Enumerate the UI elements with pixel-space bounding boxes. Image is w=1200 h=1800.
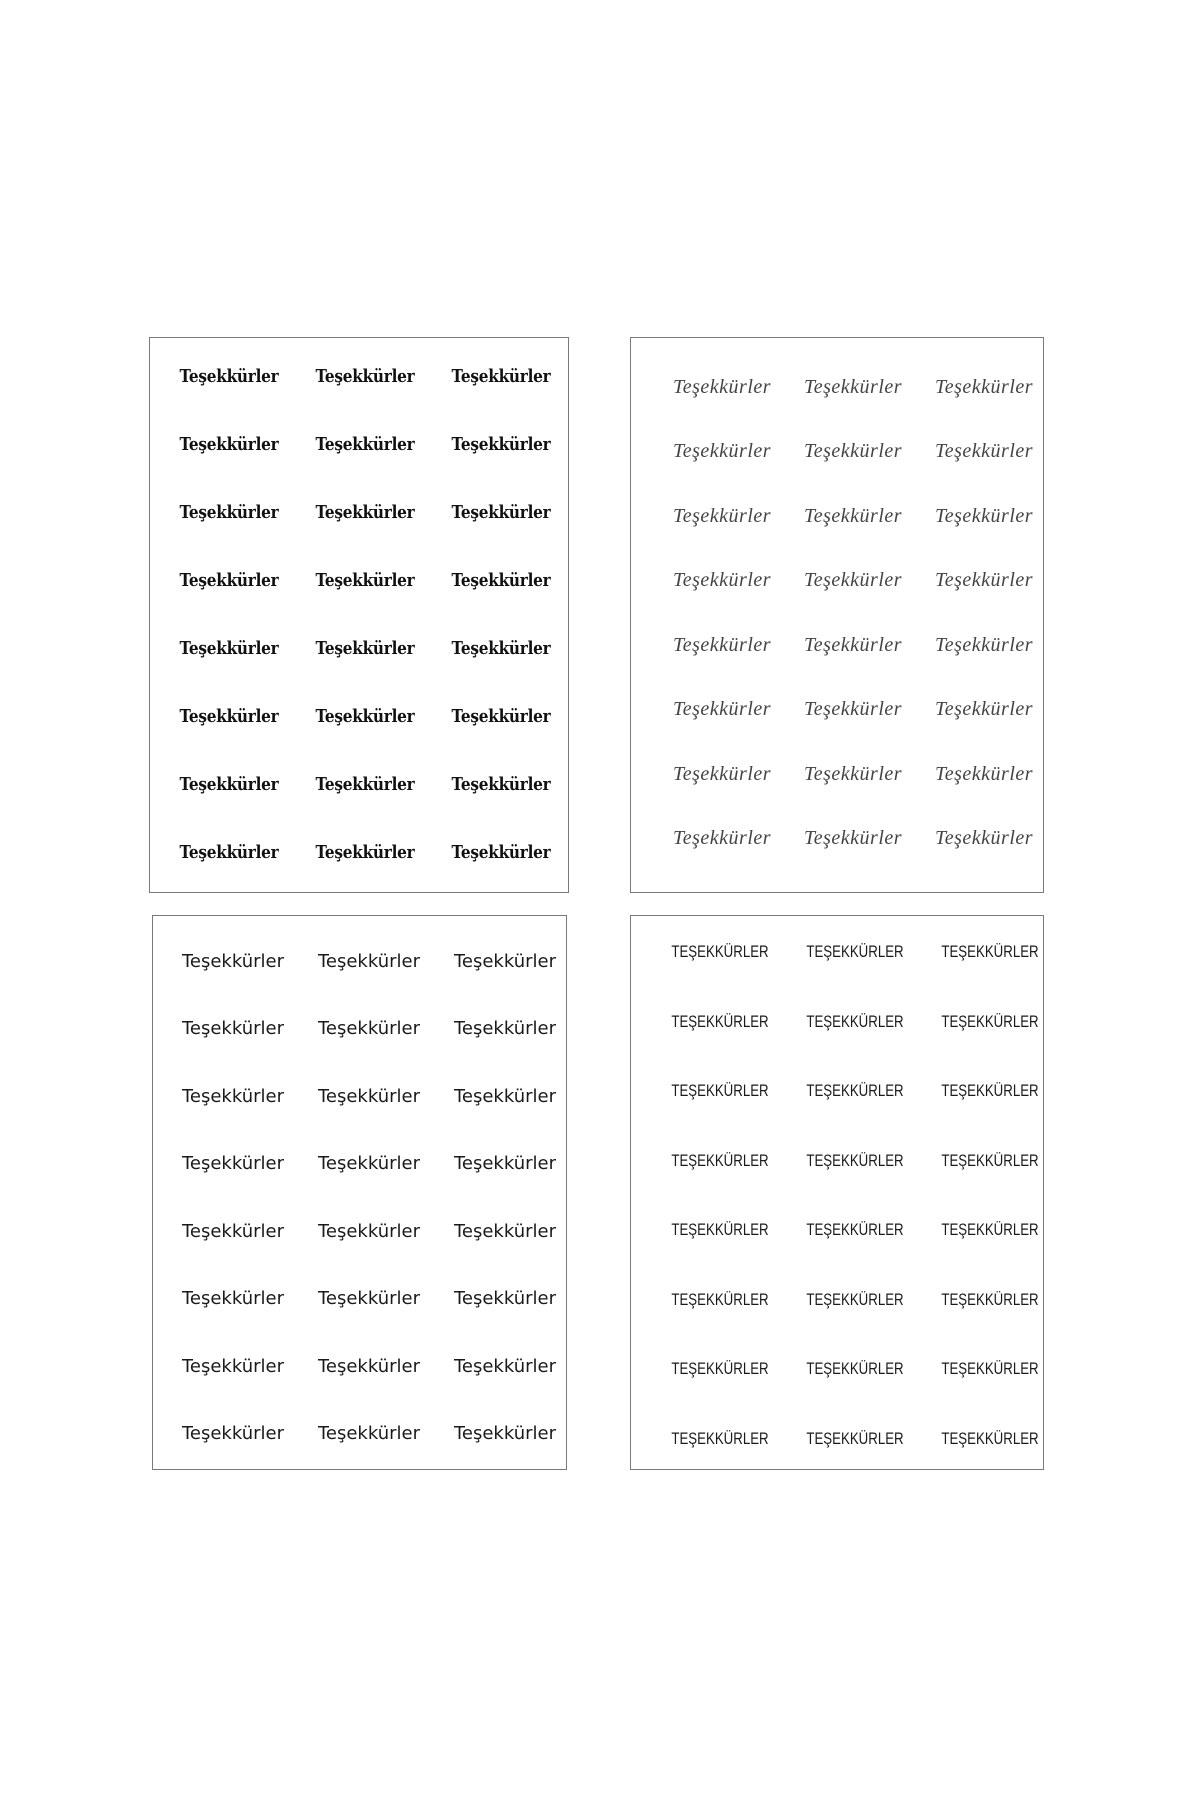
sticker-row [150, 356, 568, 396]
sticker-label: Teşekkürler [803, 569, 903, 591]
sticker-row [631, 1002, 1043, 1042]
sticker-label: Teşekkürler [179, 365, 279, 387]
sticker-label: Teşekkürler [451, 501, 551, 523]
sticker-sheet-script [630, 337, 1044, 893]
sticker-row [153, 1279, 566, 1319]
sticker-row [631, 625, 1043, 665]
sticker-label: TEŞEKKÜRLER [941, 1289, 1039, 1309]
sticker-label: TEŞEKKÜRLER [941, 942, 1039, 961]
sticker-row [631, 1071, 1043, 1111]
sticker-label: TEŞEKKÜRLER [806, 1289, 904, 1309]
sticker-label: Teşekkürler [451, 569, 551, 591]
sticker-row [631, 1349, 1043, 1389]
sticker-label: Teşekkürler [315, 705, 415, 727]
sticker-label: Teşekkürler [803, 504, 903, 527]
sticker-row [631, 1419, 1043, 1459]
sticker-label: Teşekkürler [315, 773, 415, 795]
sticker-label: TEŞEKKÜRLER [671, 1289, 769, 1309]
sticker-row [631, 1210, 1043, 1250]
sticker-label: Teşekkürler [672, 569, 772, 591]
sticker-row [153, 1076, 566, 1116]
sticker-row [150, 560, 568, 600]
sticker-label: Teşekkürler [315, 365, 415, 387]
sticker-label: Teşekkürler [453, 1220, 557, 1242]
sticker-label: Teşekkürler [181, 1018, 285, 1039]
sticker-row [631, 819, 1043, 859]
sticker-row [150, 492, 568, 532]
sticker-label: Teşekkürler [179, 433, 279, 455]
sticker-label: Teşekkürler [315, 501, 415, 523]
sticker-label: Teşekkürler [451, 773, 551, 795]
sticker-row [153, 941, 566, 981]
sticker-row [631, 932, 1043, 972]
sticker-label: TEŞEKKÜRLER [671, 1220, 769, 1239]
sticker-row [153, 1346, 566, 1386]
sticker-label: Teşekkürler [803, 827, 903, 849]
sticker-row [631, 367, 1043, 407]
sticker-label: Teşekkürler [453, 950, 557, 972]
sticker-row [153, 1211, 566, 1251]
sticker-label: TEŞEKKÜRLER [806, 1081, 904, 1100]
sticker-label: Teşekkürler [317, 1355, 421, 1377]
sticker-row [153, 1009, 566, 1049]
sticker-label: Teşekkürler [451, 637, 551, 659]
sticker-label: Teşekkürler [672, 698, 772, 720]
sticker-label: Teşekkürler [934, 504, 1034, 527]
sticker-label: TEŞEKKÜRLER [671, 942, 769, 961]
sticker-label: Teşekkürler [179, 841, 279, 863]
sticker-label: Teşekkürler [315, 841, 415, 863]
sticker-label: Teşekkürler [803, 440, 903, 462]
sticker-label: Teşekkürler [453, 1423, 557, 1444]
sticker-label: Teşekkürler [181, 1355, 285, 1377]
sticker-label: TEŞEKKÜRLER [671, 1428, 769, 1448]
sticker-row [631, 754, 1043, 794]
sticker-label: Teşekkürler [672, 762, 772, 785]
sticker-label: Teşekkürler [453, 1355, 557, 1377]
sticker-label: Teşekkürler [451, 433, 551, 455]
sticker-label: Teşekkürler [934, 762, 1034, 785]
sticker-label: Teşekkürler [317, 1423, 421, 1444]
sticker-row [631, 1141, 1043, 1181]
sticker-label: TEŞEKKÜRLER [671, 1081, 769, 1100]
sticker-row [150, 832, 568, 872]
sticker-label: Teşekkürler [181, 1085, 285, 1107]
sticker-label: TEŞEKKÜRLER [941, 1081, 1039, 1100]
sticker-label: Teşekkürler [181, 1288, 285, 1309]
sticker-row [631, 432, 1043, 472]
sticker-label: Teşekkürler [803, 375, 903, 398]
sticker-label: Teşekkürler [181, 950, 285, 972]
sticker-label: TEŞEKKÜRLER [671, 1011, 769, 1031]
sticker-label: TEŞEKKÜRLER [806, 1428, 904, 1448]
sticker-label: Teşekkürler [179, 773, 279, 795]
sticker-label: Teşekkürler [181, 1423, 285, 1444]
sticker-label: TEŞEKKÜRLER [671, 1150, 769, 1170]
sticker-label: Teşekkürler [934, 698, 1034, 720]
sticker-label: Teşekkürler [451, 365, 551, 387]
sticker-row [150, 696, 568, 736]
sticker-label: Teşekkürler [451, 841, 551, 863]
sticker-label: Teşekkürler [672, 827, 772, 849]
sticker-label: Teşekkürler [453, 1288, 557, 1309]
sticker-label: Teşekkürler [451, 705, 551, 727]
sticker-label: Teşekkürler [803, 633, 903, 656]
sticker-label: Teşekkürler [453, 1153, 557, 1174]
sticker-row [153, 1144, 566, 1184]
sticker-label: Teşekkürler [934, 440, 1034, 462]
sticker-row [150, 628, 568, 668]
sticker-label: Teşekkürler [317, 1288, 421, 1309]
sticker-sheet-bold-serif [149, 337, 569, 893]
sticker-label: Teşekkürler [315, 569, 415, 591]
sticker-label: Teşekkürler [934, 633, 1034, 656]
sticker-row [631, 690, 1043, 730]
sticker-label: Teşekkürler [672, 440, 772, 462]
sticker-label: Teşekkürler [317, 1018, 421, 1039]
sticker-label: Teşekkürler [179, 501, 279, 523]
sticker-label: Teşekkürler [453, 1018, 557, 1039]
sticker-label: TEŞEKKÜRLER [806, 1220, 904, 1239]
sticker-label: Teşekkürler [315, 433, 415, 455]
sticker-label: Teşekkürler [315, 637, 415, 659]
sticker-label: TEŞEKKÜRLER [806, 942, 904, 961]
sticker-row [631, 1280, 1043, 1320]
sticker-label: Teşekkürler [317, 950, 421, 972]
sticker-label: Teşekkürler [317, 1220, 421, 1242]
sticker-label: Teşekkürler [317, 1153, 421, 1174]
sticker-label: Teşekkürler [672, 375, 772, 398]
sticker-label: TEŞEKKÜRLER [671, 1359, 769, 1378]
sticker-label: TEŞEKKÜRLER [941, 1428, 1039, 1448]
sticker-label: Teşekkürler [803, 698, 903, 720]
sticker-label: Teşekkürler [803, 762, 903, 785]
sticker-label: Teşekkürler [181, 1220, 285, 1242]
sticker-label: Teşekkürler [179, 569, 279, 591]
sticker-label: Teşekkürler [934, 827, 1034, 849]
sticker-label: Teşekkürler [179, 637, 279, 659]
sticker-row [150, 764, 568, 804]
sticker-sheet-sans [152, 915, 567, 1470]
sticker-row [631, 496, 1043, 536]
sticker-label: TEŞEKKÜRLER [806, 1359, 904, 1378]
sticker-label: Teşekkürler [934, 375, 1034, 398]
sticker-label: Teşekkürler [317, 1085, 421, 1107]
sticker-label: Teşekkürler [179, 705, 279, 727]
sticker-label: Teşekkürler [934, 569, 1034, 591]
sticker-label: Teşekkürler [672, 504, 772, 527]
sticker-label: TEŞEKKÜRLER [806, 1150, 904, 1170]
sticker-label: TEŞEKKÜRLER [941, 1150, 1039, 1170]
sticker-label: TEŞEKKÜRLER [941, 1011, 1039, 1031]
sticker-row [631, 561, 1043, 601]
sticker-label: TEŞEKKÜRLER [941, 1220, 1039, 1239]
sticker-label: Teşekkürler [672, 633, 772, 656]
sticker-row [150, 424, 568, 464]
sticker-label: TEŞEKKÜRLER [806, 1011, 904, 1031]
sticker-row [153, 1414, 566, 1454]
sticker-label: TEŞEKKÜRLER [941, 1359, 1039, 1378]
sticker-sheet-uppercase [630, 915, 1044, 1470]
sticker-label: Teşekkürler [181, 1153, 285, 1174]
sticker-label: Teşekkürler [453, 1085, 557, 1107]
